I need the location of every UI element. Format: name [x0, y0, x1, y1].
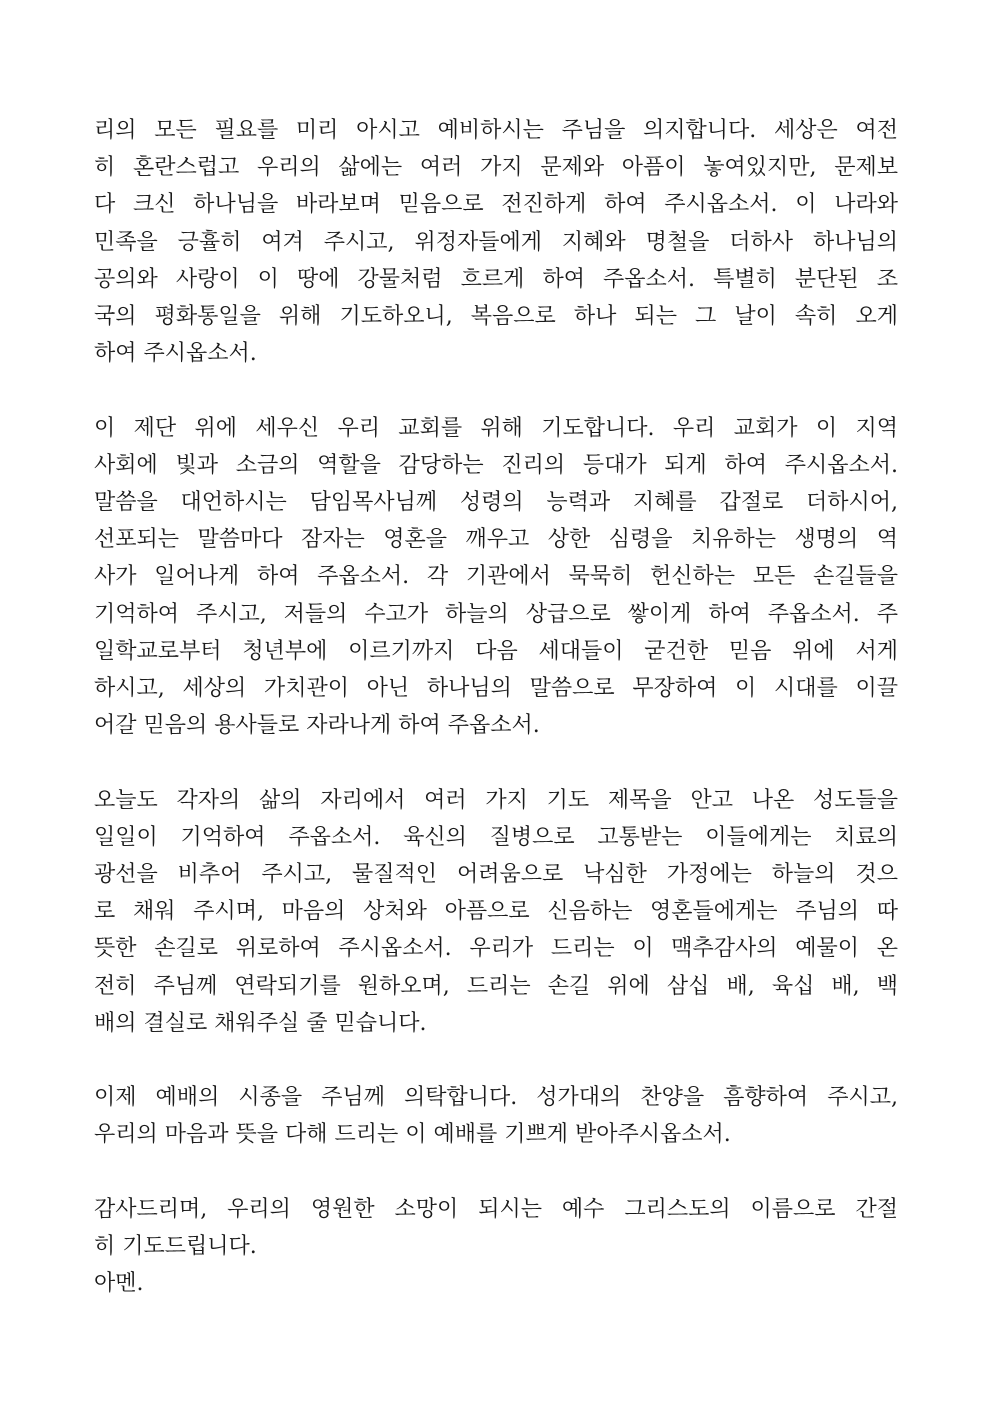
text-line: 로 채워 주시며, 마음의 상처와 아픔으로 신음하는 영혼들에게는 주님의 따 — [94, 899, 898, 925]
paragraph-closing — [94, 1191, 898, 1303]
document-page — [94, 112, 898, 1302]
paragraph-worship — [94, 1079, 898, 1153]
text-line: 하여 주시옵소서. — [94, 341, 257, 367]
text-line: 민족을 긍휼히 여겨 주시고, 위정자들에게 지혜와 명철을 더하사 하나님의 — [94, 229, 898, 255]
text-line: 뜻한 손길로 위로하여 주시옵소서. 우리가 드리는 이 맥추감사의 예물이 온 — [94, 936, 898, 962]
text-line: 감사드리며, 우리의 영원한 소망이 되시는 예수 그리스도의 이름으로 간절 — [94, 1196, 898, 1222]
text-line: 히 기도드립니다. — [94, 1234, 257, 1260]
text-line: 배의 결실로 채워주실 줄 믿습니다. — [94, 1010, 427, 1036]
paragraph-nation — [94, 112, 898, 372]
text-line: 우리의 마음과 뜻을 다해 드리는 이 예배를 기쁘게 받아주시옵소서. — [94, 1122, 731, 1148]
text-line: 전히 주님께 연락되기를 원하오며, 드리는 손길 위에 삼십 배, 육십 배, 백 — [94, 973, 898, 999]
text-line: 사가 일어나게 하여 주옵소서. 각 기관에서 묵묵히 헌신하는 모든 손길들을 — [94, 564, 898, 590]
text-line: 하시고, 세상의 가치관이 아닌 하나님의 말씀으로 무장하여 이 시대를 이끌 — [94, 676, 898, 702]
text-line: 이 제단 위에 세우신 우리 교회를 위해 기도합니다. 우리 교회가 이 지역 — [94, 415, 898, 441]
text-line: 공의와 사랑이 이 땅에 강물처럼 흐르게 하여 주옵소서. 특별히 분단된 조 — [94, 266, 898, 292]
paragraph-church — [94, 410, 898, 745]
text-line: 기억하여 주시고, 저들의 수고가 하늘의 상급으로 쌓이게 하여 주옵소서. 주 — [94, 601, 898, 627]
text-line: 리의 모든 필요를 미리 아시고 예비하시는 주님을 의지합니다. 세상은 여전 — [94, 118, 898, 143]
paragraph-saints — [94, 782, 898, 1042]
text-line: 다 크신 하나님을 바라보며 믿음으로 전진하게 하여 주시옵소서. 이 나라와 — [94, 192, 898, 218]
text-line: 광선을 비추어 주시고, 물질적인 어려움으로 낙심한 가정에는 하늘의 것으 — [94, 862, 898, 888]
text-line: 어갈 믿음의 용사들로 자라나게 하여 주옵소서. — [94, 713, 540, 739]
text-line: 히 혼란스럽고 우리의 삶에는 여러 가지 문제와 아픔이 놓여있지만, 문제보 — [94, 155, 898, 181]
text-line: 사회에 빛과 소금의 역할을 감당하는 진리의 등대가 되게 하여 주시옵소서. — [94, 452, 898, 478]
text-line: 말씀을 대언하시는 담임목사님께 성령의 능력과 지혜를 갑절로 더하시어, — [94, 490, 898, 516]
text-line: 오늘도 각자의 삶의 자리에서 여러 가지 기도 제목을 안고 나온 성도들을 — [94, 787, 898, 813]
text-line: 일학교로부터 청년부에 이르기까지 다음 세대들이 굳건한 믿음 위에 서게 — [94, 638, 898, 664]
text-line: 선포되는 말씀마다 잠자는 영혼을 깨우고 상한 심령을 치유하는 생명의 역 — [94, 527, 898, 553]
text-line: 국의 평화통일을 위해 기도하오니, 복음으로 하나 되는 그 날이 속히 오게 — [94, 304, 898, 330]
text-line: 이제 예배의 시종을 주님께 의탁합니다. 성가대의 찬양을 흠향하여 주시고, — [94, 1085, 898, 1111]
amen-line: 아멘. — [94, 1271, 144, 1297]
text-line: 일일이 기억하여 주옵소서. 육신의 질병으로 고통받는 이들에게는 치료의 — [94, 824, 898, 850]
